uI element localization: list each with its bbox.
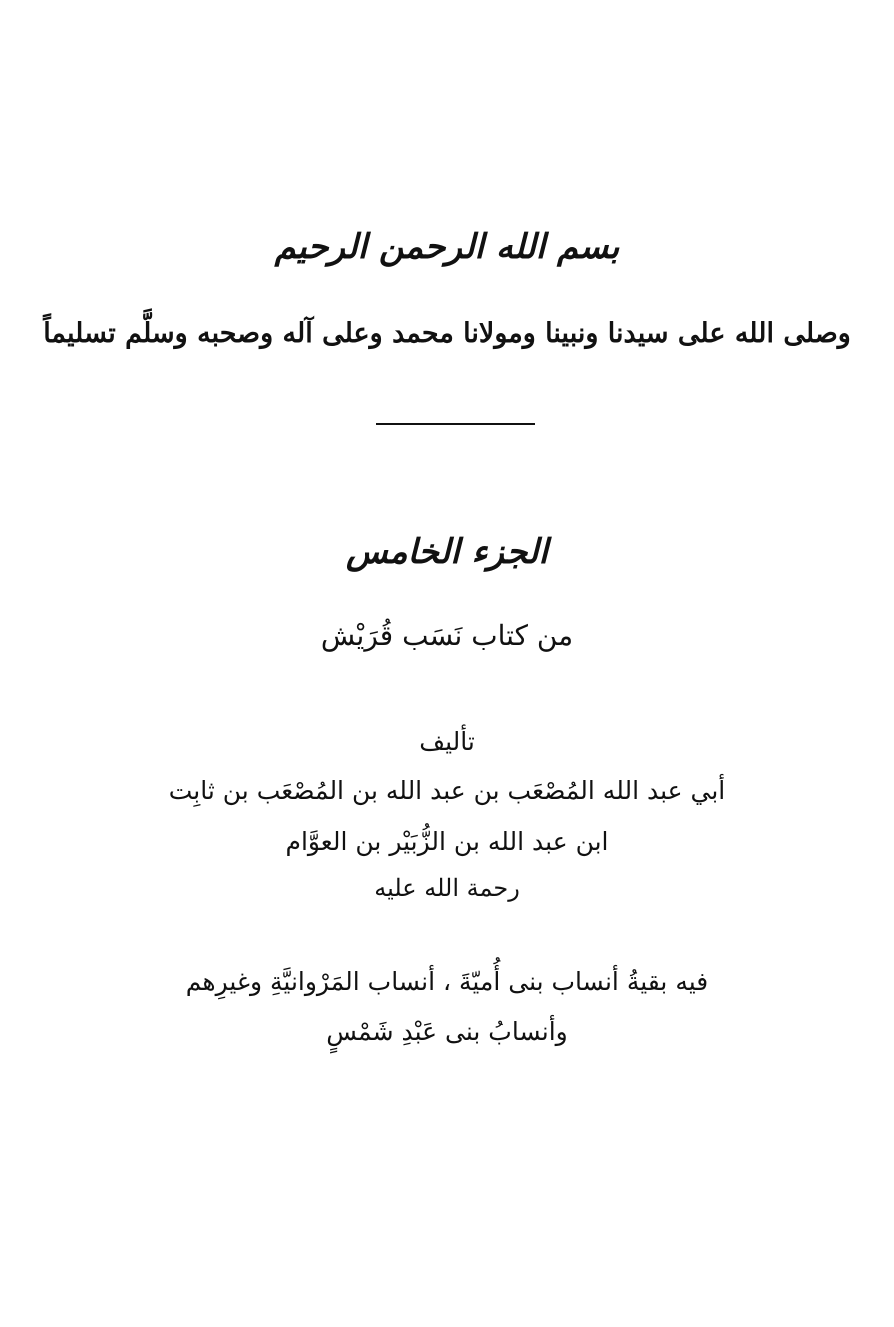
author-name-line-2: ابن عبد الله بن الزُّبَيْر بن العوَّام (285, 827, 609, 856)
contents-description-line-1: فيه بقيةُ أنساب بنى أُميّةَ ، أنساب المَرْوانيَّةِ وغيرِهم (185, 967, 709, 996)
author-name-line-1: أبي عبد الله المُصْعَب بن عبد الله بن المُصْعَب بن ثابِت (168, 776, 726, 805)
salutation-line: وصلى الله على سيدنا ونبينا ومولانا محمد وعلى آله وصحبه وسلَّم تسليماً (43, 318, 851, 349)
part-title: الجزء الخامس (345, 532, 548, 572)
contents-description-line-2: وأنسابُ بنى عَبْدِ شَمْسٍ (326, 1017, 568, 1046)
divider-rule (376, 423, 535, 425)
book-title: من كتاب نَسَب قُرَيْش (320, 619, 574, 652)
mercy-formula: رحمة الله عليه (374, 874, 520, 902)
basmala-heading: بسم الله الرحمن الرحيم (274, 227, 620, 267)
authorship-label: تأليف (419, 727, 475, 756)
